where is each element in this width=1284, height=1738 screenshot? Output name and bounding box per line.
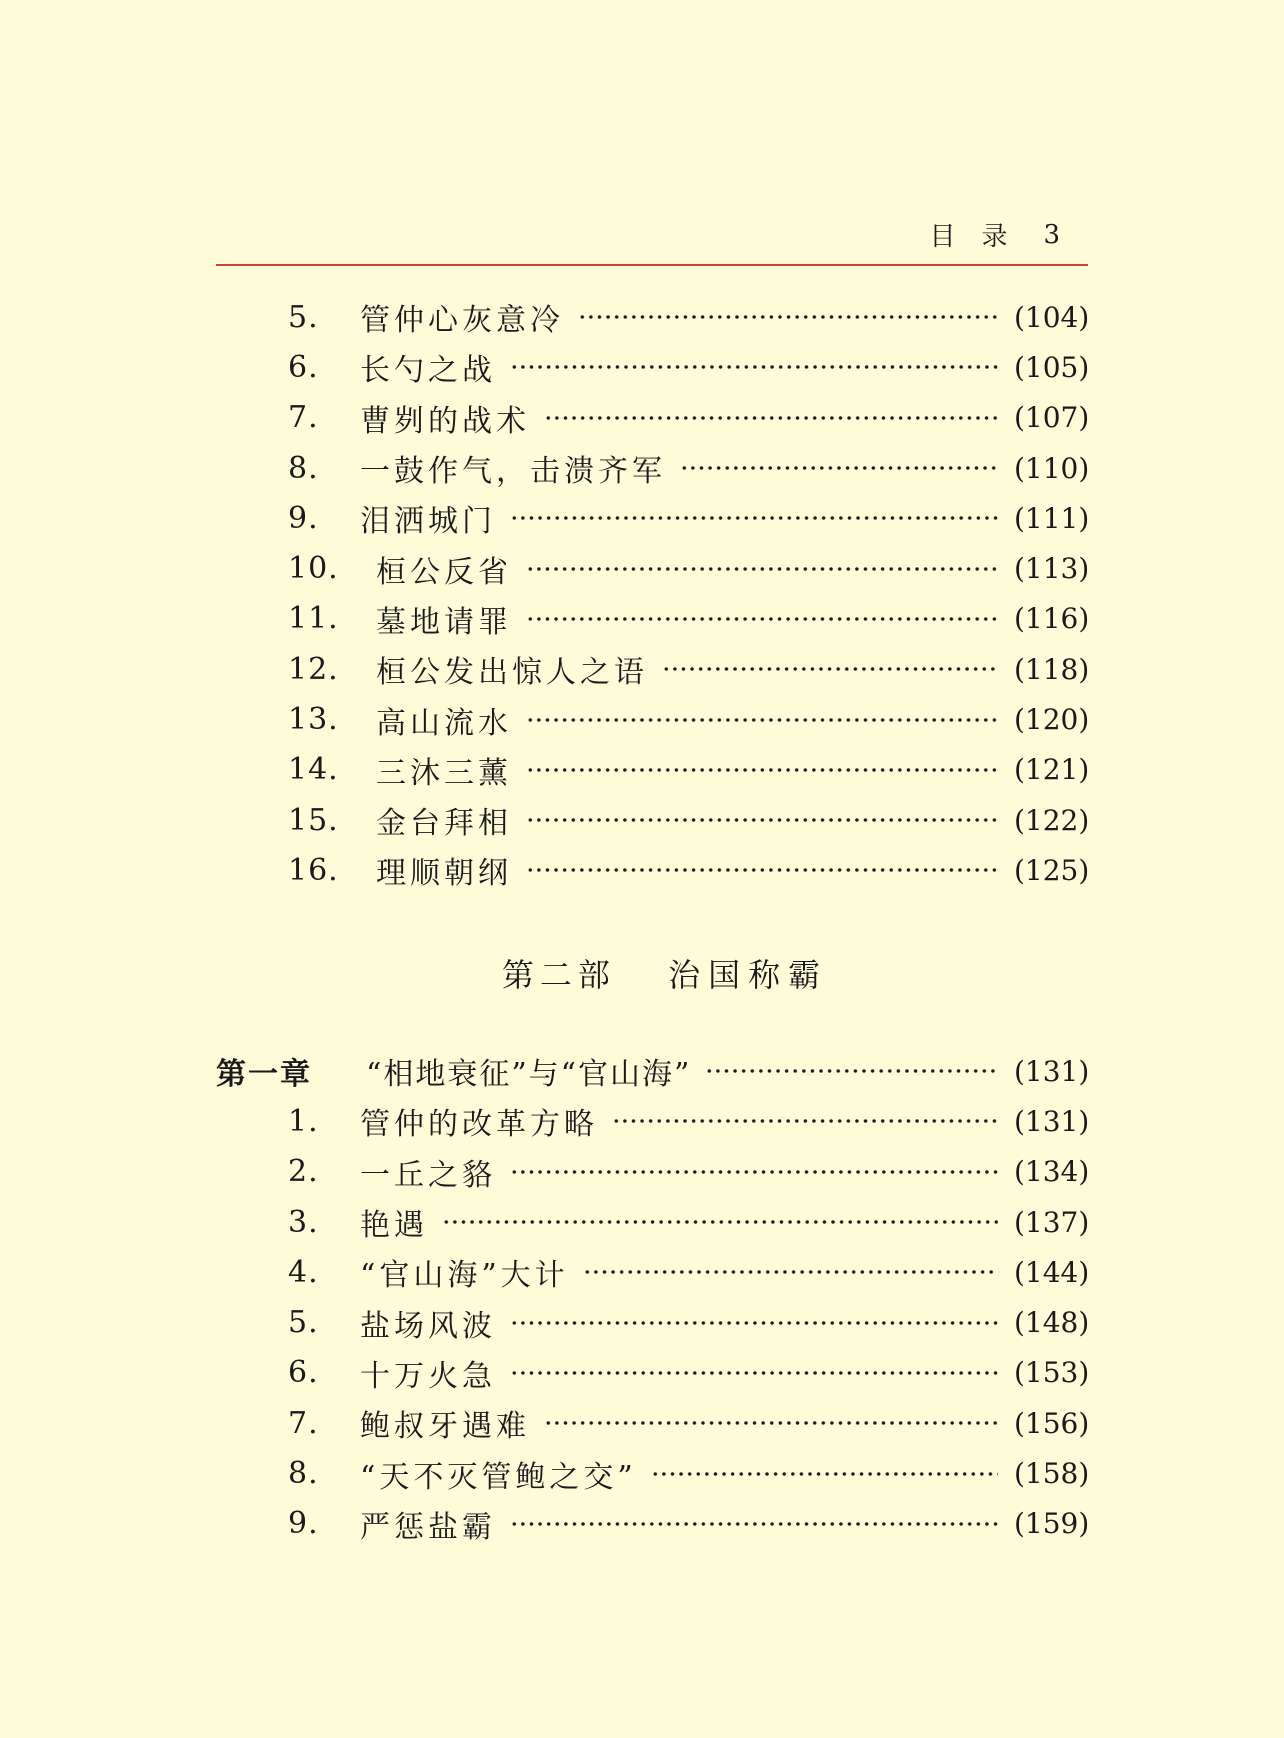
entry-number: 7. <box>288 1405 319 1441</box>
entry-page: (122) <box>1014 803 1090 837</box>
dot-leader <box>510 1170 998 1174</box>
dot-leader <box>526 567 998 571</box>
entry-number: 6. <box>288 1355 319 1391</box>
toc-entry[interactable] <box>216 1297 1088 1347</box>
toc-entry[interactable] <box>216 543 1088 593</box>
dot-leader <box>526 718 998 722</box>
entry-number: 13. <box>288 702 339 738</box>
entry-number: 12. <box>288 651 339 687</box>
dot-leader <box>510 1371 998 1375</box>
dot-leader <box>705 1069 998 1073</box>
entry-page: (158) <box>1014 1457 1090 1491</box>
entry-title: “官山海”大计 <box>360 1258 569 1294</box>
entry-number: 15. <box>288 802 339 838</box>
toc-entry[interactable] <box>216 694 1088 744</box>
entry-title: 理顺朝纲 <box>376 856 512 892</box>
toc-entry[interactable] <box>216 1448 1088 1498</box>
toc-entry[interactable] <box>216 644 1088 694</box>
toc-section-first <box>216 292 1088 896</box>
toc-entry[interactable] <box>216 1096 1088 1146</box>
entry-page: (125) <box>1014 853 1090 887</box>
dot-leader <box>442 1220 998 1224</box>
entry-number: 16. <box>288 852 339 888</box>
toc-section-second <box>216 1046 1088 1549</box>
entry-title: 管仲的改革方略 <box>360 1107 598 1143</box>
entry-title: 严惩盐霸 <box>360 1509 496 1545</box>
toc-entry[interactable] <box>216 1398 1088 1448</box>
entry-number: 5. <box>288 299 319 335</box>
entry-number: 2. <box>288 1154 319 1190</box>
toc-entry[interactable] <box>216 292 1088 342</box>
entry-title: 一丘之貉 <box>360 1157 496 1193</box>
entry-title: 高山流水 <box>376 705 512 741</box>
entry-page: (104) <box>1014 300 1090 334</box>
entry-number: 5. <box>288 1305 319 1341</box>
toc-entry[interactable] <box>216 342 1088 392</box>
entry-title: 长勺之战 <box>360 353 496 389</box>
entry-number: 6. <box>288 349 319 385</box>
entry-title: 金台拜相 <box>376 806 512 842</box>
chapter-entry[interactable] <box>216 1046 1088 1096</box>
entry-number: 9. <box>288 500 319 536</box>
entry-number: 14. <box>288 752 339 788</box>
chapter-title: “相地衰征”与“官山海” <box>366 1057 692 1093</box>
toc-entry[interactable] <box>216 1348 1088 1398</box>
entry-page: (144) <box>1014 1255 1090 1289</box>
dot-leader <box>544 416 998 420</box>
entry-title: “天不灭管鲍之交” <box>360 1459 637 1495</box>
entry-page: (105) <box>1014 350 1090 384</box>
dot-leader <box>680 466 998 470</box>
running-head <box>929 216 1062 253</box>
toc-entry[interactable] <box>216 845 1088 895</box>
toc-entry[interactable] <box>216 795 1088 845</box>
entry-page: (107) <box>1014 401 1090 435</box>
entry-page: (137) <box>1014 1205 1090 1239</box>
entry-title: 艳遇 <box>360 1208 428 1244</box>
dot-leader <box>526 868 998 872</box>
dot-leader <box>510 516 998 520</box>
entry-title: 墓地请罪 <box>376 604 512 640</box>
dot-leader <box>510 1321 998 1325</box>
entry-title: 盐场风波 <box>360 1308 496 1344</box>
entry-page: (153) <box>1014 1356 1090 1390</box>
entry-number: 7. <box>288 400 319 436</box>
chapter-page: (131) <box>1014 1054 1090 1088</box>
entry-page: (113) <box>1014 552 1090 586</box>
toc-entry[interactable] <box>216 493 1088 543</box>
entry-number: 8. <box>288 450 319 486</box>
toc-entry[interactable] <box>216 1197 1088 1247</box>
dot-leader <box>526 818 998 822</box>
dot-leader <box>662 667 998 671</box>
dot-leader <box>526 617 998 621</box>
header-rule <box>216 264 1088 266</box>
entry-title: 一鼓作气，击溃齐军 <box>360 454 666 490</box>
running-head-page-number: 3 <box>1043 219 1062 250</box>
toc-entry[interactable] <box>216 745 1088 795</box>
entry-page: (148) <box>1014 1306 1090 1340</box>
entry-number: 1. <box>288 1103 319 1139</box>
dot-leader <box>510 365 998 369</box>
entry-title: 十万火急 <box>360 1358 496 1394</box>
toc-entry[interactable] <box>216 443 1088 493</box>
entry-title: 桓公发出惊人之语 <box>376 655 648 691</box>
entry-number: 10. <box>288 551 339 587</box>
running-head-title: 目录 <box>929 222 1034 252</box>
entry-title: 桓公反省 <box>376 554 512 590</box>
entry-title: 泪洒城门 <box>360 504 496 540</box>
entry-number: 9. <box>288 1506 319 1542</box>
entry-number: 8. <box>288 1456 319 1492</box>
part-title: 治国称霸 <box>668 956 829 994</box>
dot-leader <box>612 1119 998 1123</box>
part-heading <box>0 950 1284 996</box>
entry-number: 3. <box>288 1204 319 1240</box>
dot-leader <box>583 1270 998 1274</box>
toc-entry[interactable] <box>216 1499 1088 1549</box>
toc-entry[interactable] <box>216 1247 1088 1297</box>
entry-title: 三沐三薰 <box>376 755 512 791</box>
entry-number: 11. <box>288 601 339 637</box>
entry-page: (120) <box>1014 703 1090 737</box>
dot-leader <box>651 1472 998 1476</box>
toc-entry[interactable] <box>216 594 1088 644</box>
entry-page: (118) <box>1014 652 1090 686</box>
chapter-label: 第一章 <box>216 1057 312 1093</box>
entry-title: 鲍叔牙遇难 <box>360 1409 530 1445</box>
entry-page: (131) <box>1014 1104 1090 1138</box>
toc-entry[interactable] <box>216 1147 1088 1197</box>
entry-page: (121) <box>1014 753 1090 787</box>
dot-leader <box>526 768 998 772</box>
entry-title: 管仲心灰意冷 <box>360 303 564 339</box>
dot-leader <box>578 315 998 319</box>
dot-leader <box>544 1421 998 1425</box>
entry-page: (159) <box>1014 1507 1090 1541</box>
entry-page: (134) <box>1014 1155 1090 1189</box>
entry-number: 4. <box>288 1254 319 1290</box>
dot-leader <box>510 1522 998 1526</box>
entry-page: (116) <box>1014 602 1090 636</box>
entry-page: (111) <box>1014 501 1090 535</box>
entry-page: (110) <box>1014 451 1090 485</box>
entry-page: (156) <box>1014 1406 1090 1440</box>
entry-title: 曹刿的战术 <box>360 403 530 439</box>
toc-entry[interactable] <box>216 393 1088 443</box>
part-label: 第二部 <box>501 956 616 994</box>
